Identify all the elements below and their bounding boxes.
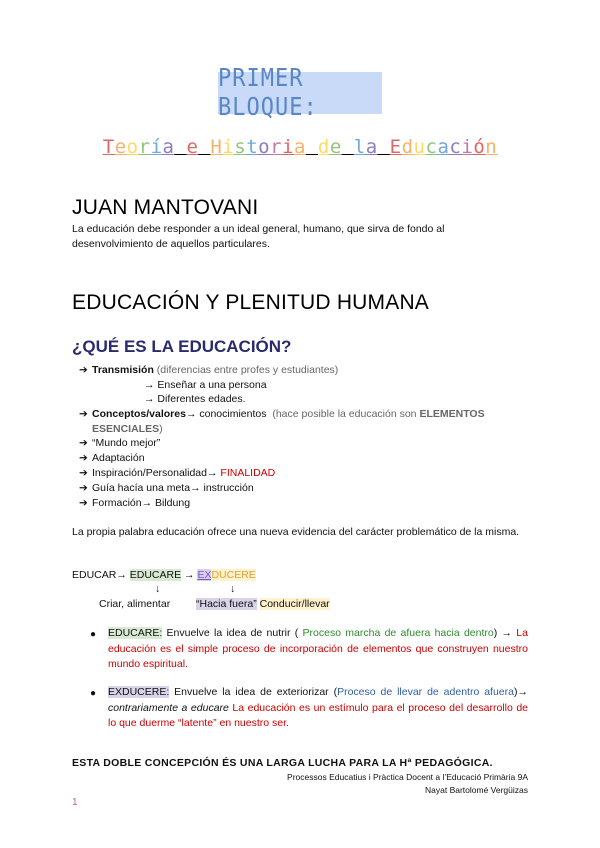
subtitle-letter: H — [210, 136, 223, 158]
subtitle-letter: e — [114, 136, 127, 158]
arrow-icon: ➔ — [79, 408, 88, 420]
down-arrow-icon: ↓ — [155, 583, 161, 595]
subtitle-letter: c — [425, 136, 438, 158]
arrow-icon: ➔ — [79, 452, 88, 464]
list-item-conceptos: ➔ Conceptos/valores→ conocimientos (hace posible la educación son ELEMENTOS ESENCIALES) — [79, 408, 485, 435]
subtitle-letter: a — [294, 136, 306, 158]
subtitle-letter: d — [401, 136, 414, 158]
list-item-inspiracion: ➔ Inspiración/Personalidad→ FINALIDAD — [79, 467, 276, 479]
course-name: Processos Educatius i Pràctica Docent a l’Educació Primària 9A — [287, 772, 528, 782]
subtitle-letter: o — [258, 136, 271, 158]
conclusion-text: ESTA DOBLE CONCEPCIÓN ÉS UNA LARGA LUCHA PARA LA Hª PEDAGÓGICA. — [72, 757, 493, 769]
mantovani-heading: JUAN MANTOVANI — [72, 196, 259, 219]
subtitle-letter: n — [485, 136, 498, 158]
plenitud-heading: EDUCACIÓN Y PLENITUD HUMANA — [72, 291, 430, 314]
subtitle-letter: l — [353, 136, 366, 158]
subtitle-letter — [306, 136, 318, 158]
subtitle-letter: d — [317, 136, 330, 158]
arrow-icon: ➔ — [79, 497, 88, 509]
arrow-icon: ➔ — [79, 467, 88, 479]
page-title: PRIMER BLOQUE: — [218, 64, 318, 122]
list-item-adaptacion: ➔ Adaptación — [79, 452, 145, 464]
list-subitem: → Diferentes edades. — [144, 393, 246, 405]
subtitle-letter: i — [461, 136, 474, 158]
arrow-icon: ➔ — [79, 364, 88, 376]
list-subitem: → Enseñar a una persona — [144, 379, 267, 391]
list-item-guia: ➔ Guía hacía una meta→ instrucción — [79, 482, 254, 494]
arrow-icon: ➔ — [79, 482, 88, 494]
subtitle-letter: a — [162, 136, 175, 158]
exducere-bullet: EXDUCERE: Envuelve la idea de exteriorizar (Proceso de llevar de adentro afuera)→ contrariamente a educare La educación es un estímulo para el proceso del desarrollo de lo que duerme “latente” en nuestro ser. — [108, 686, 528, 729]
list-item-mundo: ➔ “Mundo mejor” — [79, 437, 161, 449]
subtitle-letter: E — [389, 136, 402, 158]
subtitle-letter: o — [126, 136, 139, 158]
subtitle-letter: T — [102, 136, 115, 158]
subtitle-letter — [342, 136, 354, 158]
subtitle-letter: e — [186, 136, 199, 158]
title-banner — [218, 64, 382, 122]
page-number: 1 — [72, 797, 78, 808]
etymology-hacia: “Hacia fuera” Conducir/llevar — [196, 598, 330, 610]
subtitle-letter: i — [282, 136, 295, 158]
subtitle-letter: a — [437, 136, 450, 158]
bullet-dot-icon: ● — [90, 629, 97, 640]
subtitle-letter: c — [449, 136, 462, 158]
subtitle-letter: r — [270, 136, 283, 158]
subtitle-letter: i — [222, 136, 235, 158]
subtitle-letter: í — [150, 136, 163, 158]
list-item-formacion: ➔ Formación→ Bildung — [79, 497, 191, 509]
etymology-criar: Criar, alimentar — [99, 598, 171, 610]
author-name: Nayat Bartolomé Vergüizas — [425, 785, 528, 795]
paragraph-evidencia: La propia palabra educación ofrece una nueva evidencia del carácter problemático de la misma. — [72, 526, 520, 538]
subtitle-letter — [174, 136, 186, 158]
subtitle-letter: a — [365, 136, 378, 158]
arrow-icon: ➔ — [79, 437, 88, 449]
mantovani-text: La educación debe responder a un ideal general, humano, que sirva de fondo al desenvolvimiento de aquellos particulares. — [72, 223, 445, 250]
down-arrow-icon: ↓ — [230, 583, 236, 595]
subtitle-letter — [198, 136, 210, 158]
etymology-line: EDUCAR→ EDUCARE → EXDUCERE — [72, 569, 256, 581]
bullet-dot-icon: ● — [90, 688, 97, 699]
subtitle-letter: e — [329, 136, 342, 158]
subtitle-letter — [378, 136, 390, 158]
list-item-transmision: ➔ Transmisión (diferencias entre profes y estudiantes) — [79, 364, 339, 376]
que-es-heading: ¿QUÉ ES LA EDUCACIÓN? — [72, 337, 292, 356]
subtitle-letter: r — [138, 136, 151, 158]
educare-bullet: EDUCARE: Envuelve la idea de nutrir ( Proceso marcha de afuera hacia dentro) → La educación es el simple proceso de incorporación de elementos que construyen nuestro mundo espiritual. — [108, 627, 528, 670]
subtitle-letter: u — [413, 136, 426, 158]
subtitle-letter: s — [234, 136, 247, 158]
subtitle-letter: ó — [473, 136, 486, 158]
subtitle-letter: t — [246, 136, 259, 158]
page-subtitle — [0, 136, 600, 158]
